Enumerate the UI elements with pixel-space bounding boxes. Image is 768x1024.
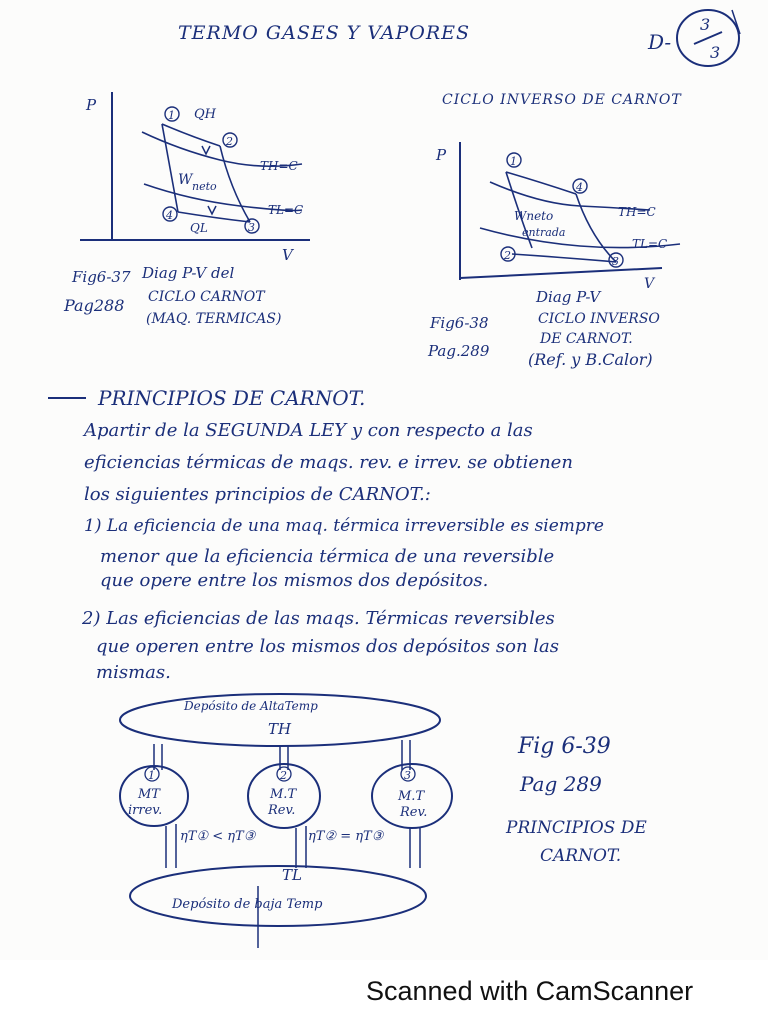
- fig-6-37-caption-2: CICLO CARNOT: [148, 289, 265, 305]
- wneto-inv-label: Wneto: [514, 209, 554, 223]
- p-axis-label-2: P: [436, 146, 447, 164]
- qh-arrow: [202, 146, 210, 154]
- adiabat-left: [162, 124, 178, 212]
- principle-1-line-2: menor que la eficiencia térmica de una reversible: [100, 546, 555, 567]
- fig-6-38-caption-2: CICLO INVERSO: [538, 311, 660, 327]
- qh-label: QH: [194, 107, 216, 122]
- p-axis-label: P: [86, 96, 97, 114]
- low-temp-reservoir: [130, 866, 426, 926]
- page-title: TERMO GASES Y VAPORES: [178, 22, 471, 44]
- machine-3-num: 3: [404, 769, 411, 782]
- v-axis-label: V: [282, 246, 293, 264]
- cycle-bottom-2: [512, 254, 616, 262]
- point-3-inv: 3: [612, 255, 619, 268]
- fig-6-39-page: Pag 289: [520, 772, 602, 796]
- machine-3-line-1: M.T: [398, 789, 425, 804]
- v-axis-label-2: V: [644, 276, 655, 292]
- fig-6-38-number: Fig6-38: [430, 314, 489, 332]
- fig-6-39-diagram: [110, 690, 460, 952]
- ql-label: QL: [190, 221, 208, 235]
- wneto-symbol: W: [178, 172, 193, 188]
- tl-reservoir-label: TL: [282, 866, 302, 884]
- section-dash: [48, 397, 86, 399]
- th-label: TH=C: [260, 159, 298, 173]
- adiabat-right-2: [576, 194, 616, 262]
- page-number: 3: [700, 15, 711, 34]
- principle-1-line-1: 1) La eficiencia de una maq. térmica irreversible es siempre: [84, 516, 604, 536]
- fig-6-39-caption-2: CARNOT.: [540, 846, 622, 866]
- intro-line-2: eficiencias térmicas de maqs. rev. e irrev. se obtienen: [84, 452, 573, 473]
- page-prefix: D-: [648, 30, 672, 54]
- machine-1-line-1: MT: [138, 787, 160, 802]
- principle-2-line-2: que operen entre los mismos dos depósitos son las: [96, 636, 559, 657]
- principle-2-line-1: 2) Las eficiencias de las maqs. Térmicas reversibles: [82, 608, 555, 629]
- tl-label-2: TL=C: [632, 237, 668, 251]
- wneto-subscript: neto: [192, 180, 217, 193]
- fig-6-38-caption-3: DE CARNOT.: [540, 331, 633, 347]
- machine-2-line-1: M.T: [270, 787, 297, 802]
- machine-2-line-2: Rev.: [268, 803, 296, 818]
- point-1: 1: [168, 109, 175, 122]
- camscanner-watermark: Scanned with CamScanner: [366, 976, 694, 1006]
- cycle-top-2: [506, 172, 576, 194]
- v-axis-2: [460, 268, 662, 278]
- point-2: 2: [226, 135, 233, 148]
- machine-1-line-2: irrev.: [128, 803, 163, 818]
- principle-2-line-3: mismas.: [96, 662, 171, 683]
- fig-6-37-number: Fig6-37: [72, 268, 131, 286]
- ql-arrow: [208, 206, 216, 214]
- efficiency-relation-1: ηT① < ηT③: [180, 829, 256, 844]
- low-reservoir-label: Depósito de baja Temp: [172, 897, 323, 912]
- adiabat-right: [220, 146, 250, 222]
- fig-6-38-page: Pag.289: [428, 342, 490, 360]
- fig-6-37-caption-1: Diag P-V del: [142, 264, 235, 282]
- point-1-inv: 1: [510, 155, 517, 168]
- point-4: 4: [166, 209, 173, 222]
- principle-1-line-3: que opere entre los mismos dos depósitos.: [100, 570, 489, 591]
- tl-label: TL=C: [268, 203, 304, 217]
- fig-6-38-caption-4: (Ref. y B.Calor): [528, 350, 653, 369]
- fig-6-37-page: Pag288: [64, 296, 125, 315]
- machine-1-num: 1: [148, 769, 155, 782]
- fig-6-38-pv-diagram: [430, 136, 700, 296]
- th-label-2: TH=C: [618, 205, 656, 219]
- fig-6-37-pv-diagram: [70, 88, 320, 268]
- fig-6-38-caption-1: Diag P-V: [536, 288, 601, 306]
- section-heading: PRINCIPIOS DE CARNOT.: [98, 386, 366, 410]
- point-2-inv: 2: [504, 249, 511, 262]
- point-3: 3: [248, 221, 255, 234]
- intro-line-3: los siguientes principios de CARNOT.:: [84, 484, 431, 505]
- high-reservoir-label: Depósito de AltaTemp: [184, 699, 318, 713]
- efficiency-relation-2: ηT② = ηT③: [308, 829, 384, 844]
- point-4-inv: 4: [576, 181, 583, 194]
- page-total: 3: [710, 43, 721, 62]
- th-reservoir-label: TH: [268, 720, 292, 738]
- intro-line-1: Apartir de la SEGUNDA LEY y con respecto a las: [84, 420, 533, 441]
- fig-6-37-caption-3: (MAQ. TERMICAS): [146, 311, 282, 327]
- machine-2-num: 2: [280, 769, 287, 782]
- page-number-circle: [672, 4, 752, 68]
- cycle-bottom: [178, 212, 250, 222]
- fig-6-38-title: CICLO INVERSO DE CARNOT: [442, 92, 682, 108]
- fig-6-39-number: Fig 6-39: [518, 734, 611, 759]
- machine-3-line-2: Rev.: [400, 805, 428, 820]
- fig-6-39-caption-1: PRINCIPIOS DE: [506, 818, 647, 838]
- cycle-top: [162, 124, 220, 146]
- entrada-label: entrada: [522, 226, 566, 239]
